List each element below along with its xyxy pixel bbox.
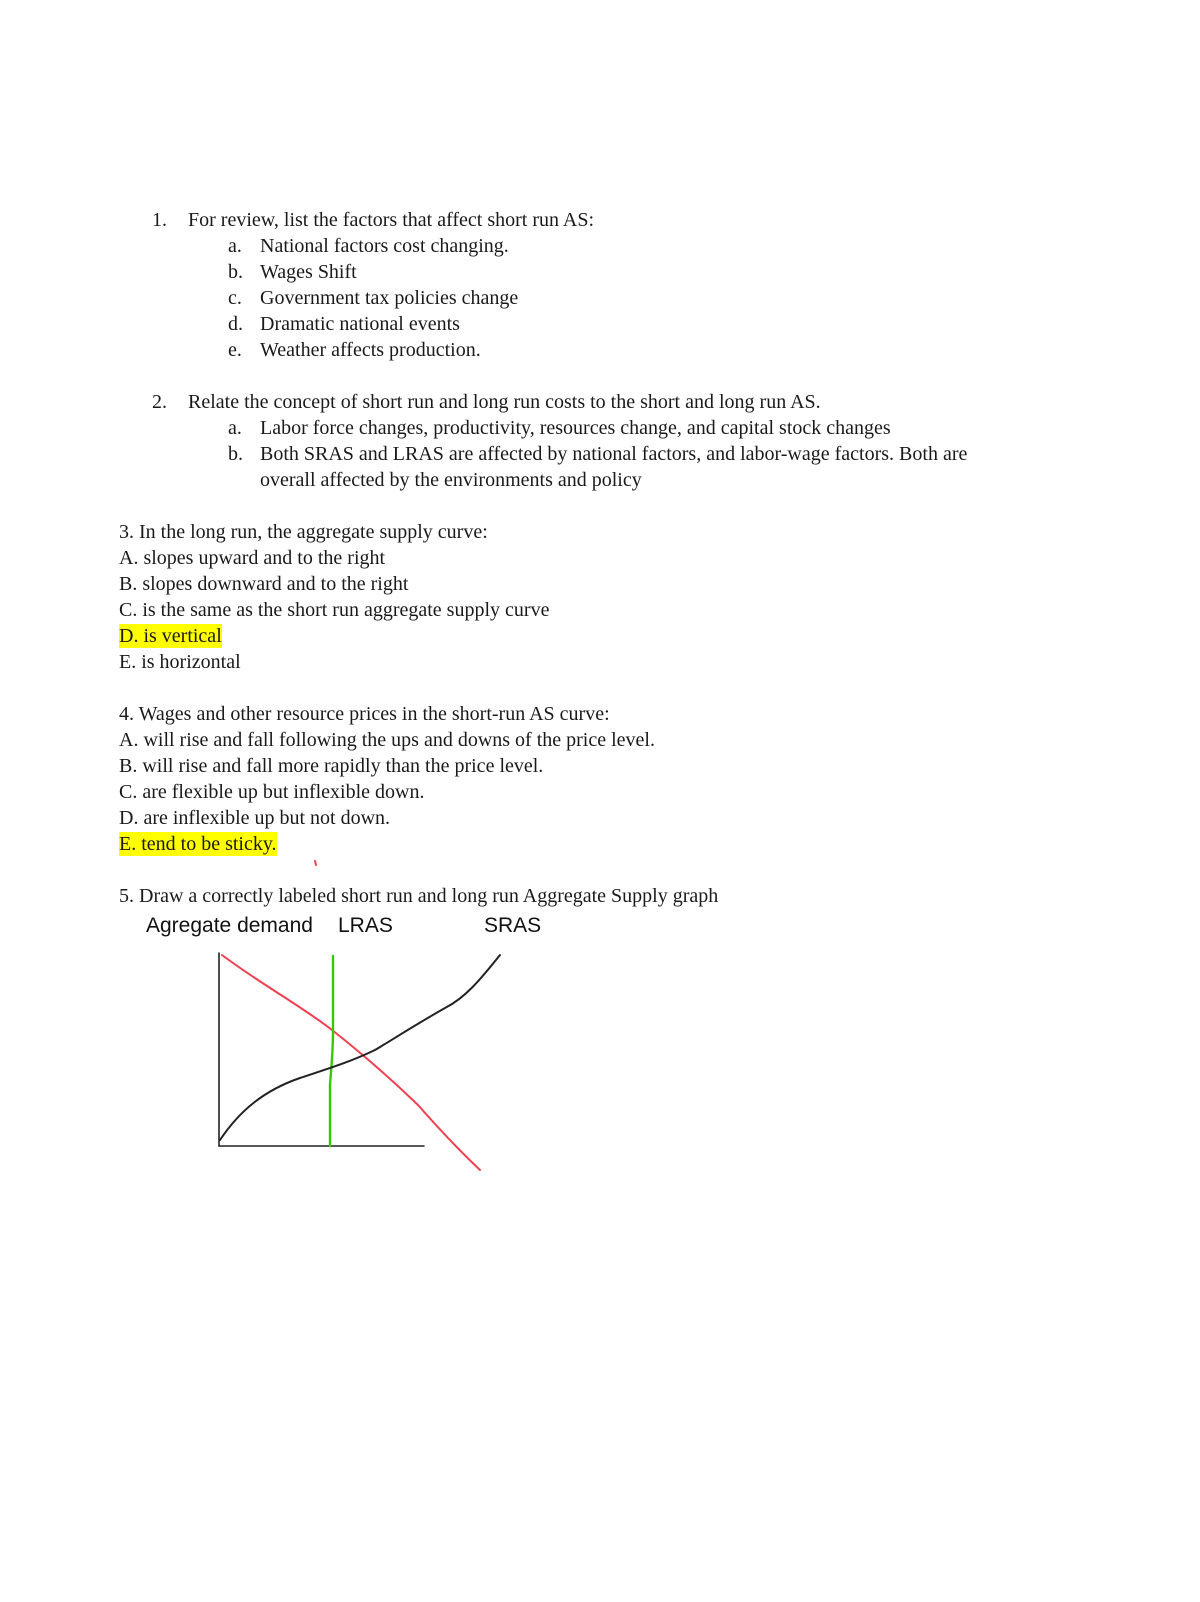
q1-item: National factors cost changing. xyxy=(260,235,509,257)
q4-question: 4. Wages and other resource prices in the short-run AS curve: xyxy=(119,703,610,725)
q4-option: A. will rise and fall following the ups and downs of the price level. xyxy=(119,729,655,751)
graph-label-lras: LRAS xyxy=(338,914,393,937)
q1-item: Dramatic national events xyxy=(260,313,460,335)
q2-item: Both SRAS and LRAS are affected by national factors, and labor-wage factors. Both are xyxy=(260,443,968,465)
q1-text: For review, list the factors that affect short run AS: xyxy=(188,209,595,231)
ad-curve xyxy=(222,955,480,1170)
q3-option: E. is horizontal xyxy=(119,651,241,673)
q1-number: 1. xyxy=(152,209,167,231)
q3-option: A. slopes upward and to the right xyxy=(119,547,386,569)
q1-item-letter: d. xyxy=(228,313,243,335)
q1-item: Wages Shift xyxy=(260,261,357,283)
graph-label-sras: SRAS xyxy=(484,914,542,937)
q4-selected-answer: E. tend to be sticky. xyxy=(119,833,277,855)
q2-item-letter: a. xyxy=(228,417,242,439)
q1-item-letter: b. xyxy=(228,261,243,283)
graph-label-ad: Agregate demand xyxy=(146,914,313,937)
q1-item: Government tax policies change xyxy=(260,287,519,309)
lras-curve xyxy=(330,956,333,1146)
q2-item-letter: b. xyxy=(228,443,243,465)
q2-item: Labor force changes, productivity, resources change, and capital stock changes xyxy=(260,417,891,439)
q3-selected-answer: D. is vertical xyxy=(119,625,222,647)
q2-text: Relate the concept of short run and long run costs to the short and long run AS. xyxy=(188,391,821,413)
q1-item-letter: a. xyxy=(228,235,242,257)
q1-item-letter: e. xyxy=(228,339,242,361)
stray-red-mark xyxy=(315,861,316,865)
q3-question: 3. In the long run, the aggregate supply curve: xyxy=(119,521,488,543)
q4-option: D. are inflexible up but not down. xyxy=(119,807,391,829)
q3-option: B. slopes downward and to the right xyxy=(119,573,409,595)
q5-question: 5. Draw a correctly labeled short run and long run Aggregate Supply graph xyxy=(119,885,719,907)
q2-number: 2. xyxy=(152,391,167,413)
q2-item-continuation: overall affected by the environments and policy xyxy=(260,469,642,491)
q1-item-letter: c. xyxy=(228,287,242,309)
q3-option: C. is the same as the short run aggregate supply curve xyxy=(119,599,550,621)
q4-option: C. are flexible up but inflexible down. xyxy=(119,781,425,803)
q4-option: B. will rise and fall more rapidly than the price level. xyxy=(119,755,544,777)
q1-item: Weather affects production. xyxy=(260,339,481,361)
